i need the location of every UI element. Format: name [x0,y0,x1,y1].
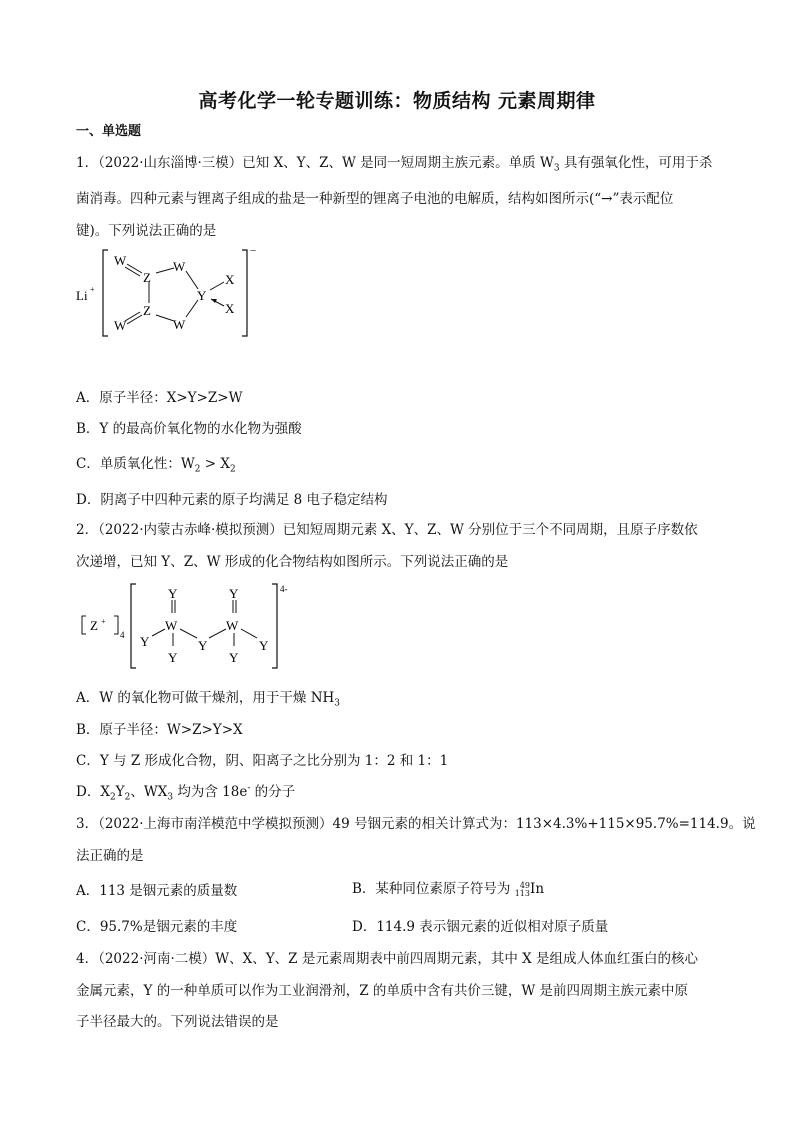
q1-atom: W [173,317,186,332]
q2-bond [180,629,197,638]
q1-bond [125,312,140,321]
q3-stem-line-1: 3．（2022·上海市南洋模范中学模拟预测）49 号铟元素的相关计算式为：113×4.3%+115×95.7%=114.9。说 [76,816,756,832]
q1-atom: X [225,272,235,287]
q1-option-c-subscript: 2 [194,464,201,475]
q1-stem-subscript: 3 [553,163,560,174]
q1-cation: Li [76,288,88,303]
q2-atom: Y [198,638,208,653]
q2-bond [209,629,226,638]
q2-cation-bracket-left [82,616,86,634]
q1-atom: W [114,318,127,333]
q1-right-bracket [242,250,247,336]
q1-bond [127,315,142,324]
q3-isotope-symbol: In [530,881,545,897]
q1-bond [127,264,142,273]
q1-bond [186,271,198,289]
q3-isotope-superscript: 49 [519,880,530,890]
q1-arrow-head [211,299,217,303]
q4-stem-line-3: 子半径最大的。下列说法错误的是 [76,1014,279,1030]
q2-atom: Y [140,634,150,649]
q1-bond [210,282,224,290]
q2-bond [152,629,165,636]
q2-cation-charge: + [101,617,106,626]
q2-atom: Y [168,650,178,665]
q1-option-c-subscript: 2 [229,464,236,475]
q4-stem-line-2: 金属元素，Y 的一种单质可以作为工业润滑剂，Z 的单质中含有共价三键，W 是前四周期主族元素中原 [76,983,689,999]
q2-atom: Y [229,586,239,601]
q3-option-b [352,877,544,898]
q1-cation-charge: + [90,285,95,294]
q1-option-c-text: C．单质氧化性：W [76,456,195,472]
q1-bond [125,267,140,276]
q1-stem-line-3: 键)。下列说法正确的是 [76,223,217,239]
q1-atom: Z [143,303,151,318]
q2-option-d-subscript: 3 [167,792,174,803]
q1-option-c-text-mid: > X [200,456,230,472]
q2-option-d-superscript: - [247,783,251,794]
q3-isotope-subscript: 113 [514,888,530,898]
q1-bond [156,268,174,273]
q3-option-d: D．114.9 表示铟元素的近似相对原子质量 [352,919,609,935]
q2-stem-line-1: 2．（2022·内蒙古赤峰·模拟预测）已知短周期元素 X、Y、Z、W 分别位于三个不同周期，且原子序数依 [76,522,698,538]
q2-right-bracket [272,584,277,668]
q2-option-d-subscript: 2 [109,792,116,803]
q3-option-a: A．113 是铟元素的质量数 [76,883,238,899]
q3-option-c: C．95.7%是铟元素的丰度 [76,919,238,935]
q4-stem-line-1: 4．（2022·河南·二模）W、X、Y、Z 是元素周期表中前四周期元素，其中 X 是组成人体血红蛋白的核心 [76,951,699,967]
q3-option-b-text: B．某种同位素原子符号为 [352,881,511,897]
q2-option-d-text: 均为含 18e [173,784,248,800]
q1-option-b: B．Y 的最高价氧化物的水化物为强酸 [76,421,302,437]
q1-atom: W [173,259,186,274]
q2-structure-diagram [76,580,306,672]
q2-option-a-text: A．W 的氧化物可做干燥剂，用于干燥 NH [76,690,335,706]
page-title: 高考化学一轮专题训练：物质结构 元素周期律 [198,90,596,112]
q2-option-d-text: 的分子 [250,784,296,800]
section-heading: 一、单选题 [76,124,142,139]
q2-anion-charge: 4- [280,584,288,594]
q2-option-a-subscript: 3 [334,698,341,709]
q2-atom: Y [229,650,239,665]
q1-atom: Z [143,270,151,285]
q2-left-bracket [131,584,136,668]
q2-atom: Y [259,638,269,653]
q2-atom: W [165,618,178,633]
q2-bond [241,629,257,638]
q1-option-d: D．阴离子中四种元素的原子均满足 8 电子稳定结构 [76,492,388,508]
q2-cation: Z [90,618,98,633]
q2-option-d-subscript: 2 [124,792,131,803]
q2-option-d-text: D．X [76,784,110,800]
q2-option-a [76,686,340,709]
q2-option-c: C．Y 与 Z 形成化合物，阴、阳离子之比分别为 1：2 和 1：1 [76,753,449,769]
q1-anion-charge: − [250,245,257,257]
q1-option-a: A．原子半径：X>Y>Z>W [76,390,243,406]
q2-option-b: B．原子半径：W>Z>Y>X [76,722,243,738]
q1-option-c [76,452,236,475]
q1-atom: X [225,301,235,316]
q1-stem-text-a: 1．（2022·山东淄博·三模）已知 X、Y、Z、W 是同一短周期主族元素。单质 W [76,155,554,171]
q2-option-d-text: Y [115,784,125,800]
q2-option-d-text: 、WX [130,784,168,800]
q1-stem-line-1 [76,151,712,174]
q1-structure-diagram [70,244,280,344]
q2-option-d [76,780,295,803]
q1-stem-line-2: 菌消毒。四种元素与锂离子组成的盐是一种新型的锂离子电池的电解质，结构如图所示(“→”表示配位 [76,191,674,207]
q1-left-bracket [103,250,108,336]
q1-bond [156,315,174,321]
q1-stem-text-b: 具有强氧化性，可用于杀 [559,155,713,171]
q1-atom: W [114,253,127,268]
q2-cation-count: 4 [120,630,125,640]
q1-atom: Y [197,288,207,303]
q2-atom: W [226,618,239,633]
q2-cation-bracket-right [114,616,118,634]
q2-stem-line-2: 次递增，已知 Y、Z、W 形成的化合物结构如图所示。下列说法正确的是 [76,554,509,570]
q3-stem-line-2: 法正确的是 [76,848,144,864]
q3-isotope-numbers [515,882,530,898]
q2-atom: Y [168,586,178,601]
